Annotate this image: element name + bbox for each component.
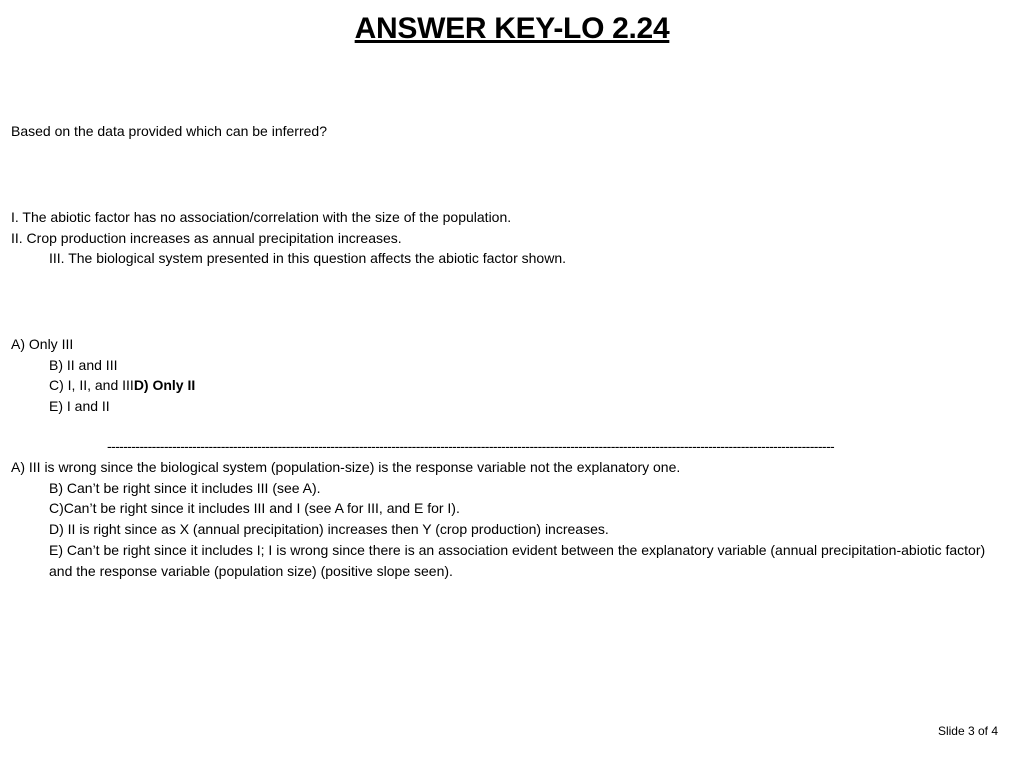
choice-e: E) I and II: [49, 398, 110, 414]
choice-b: B) II and III: [49, 357, 118, 373]
choice-c: C) I, II, and III: [49, 377, 134, 393]
choice-a: A) Only III: [11, 336, 74, 352]
slide-number: Slide 3 of 4: [937, 724, 998, 738]
question-text: Based on the data provided which can be inferred?: [11, 123, 327, 139]
separator-line: -----------------------------------------------------------------------------------------------------------------------------------------------------------------------------------: [107, 438, 835, 454]
explanation-e: E) Can’t be right since it includes I; I is wrong since there is an association evident between the explanatory variable (annual precipitation-abiotic factor) and the response variable (population size) (positive slope seen).: [49, 542, 986, 579]
explanation-c: C)Can’t be right since it includes III and I (see A for III, and E for I).: [49, 500, 460, 516]
explanation-a: A) III is wrong since the biological system (population-size) is the response variable not the explanatory one.: [11, 459, 681, 475]
page-title: ANSWER KEY-LO 2.24: [354, 12, 670, 45]
explanation-b: B) Can’t be right since it includes III (see A).: [49, 480, 321, 496]
statement-i: I. The abiotic factor has no association/correlation with the size of the population.: [11, 209, 512, 225]
statement-ii: II. Crop production increases as annual precipitation increases.: [11, 230, 402, 246]
choice-c-d-line: [49, 375, 195, 395]
statement-iii: III. The biological system presented in this question affects the abiotic factor shown.: [49, 250, 566, 266]
choice-d-correct-answer: D) Only II: [133, 377, 196, 393]
explanation-d: D) II is right since as X (annual precipitation) increases then Y (crop production) increases.: [49, 521, 609, 537]
